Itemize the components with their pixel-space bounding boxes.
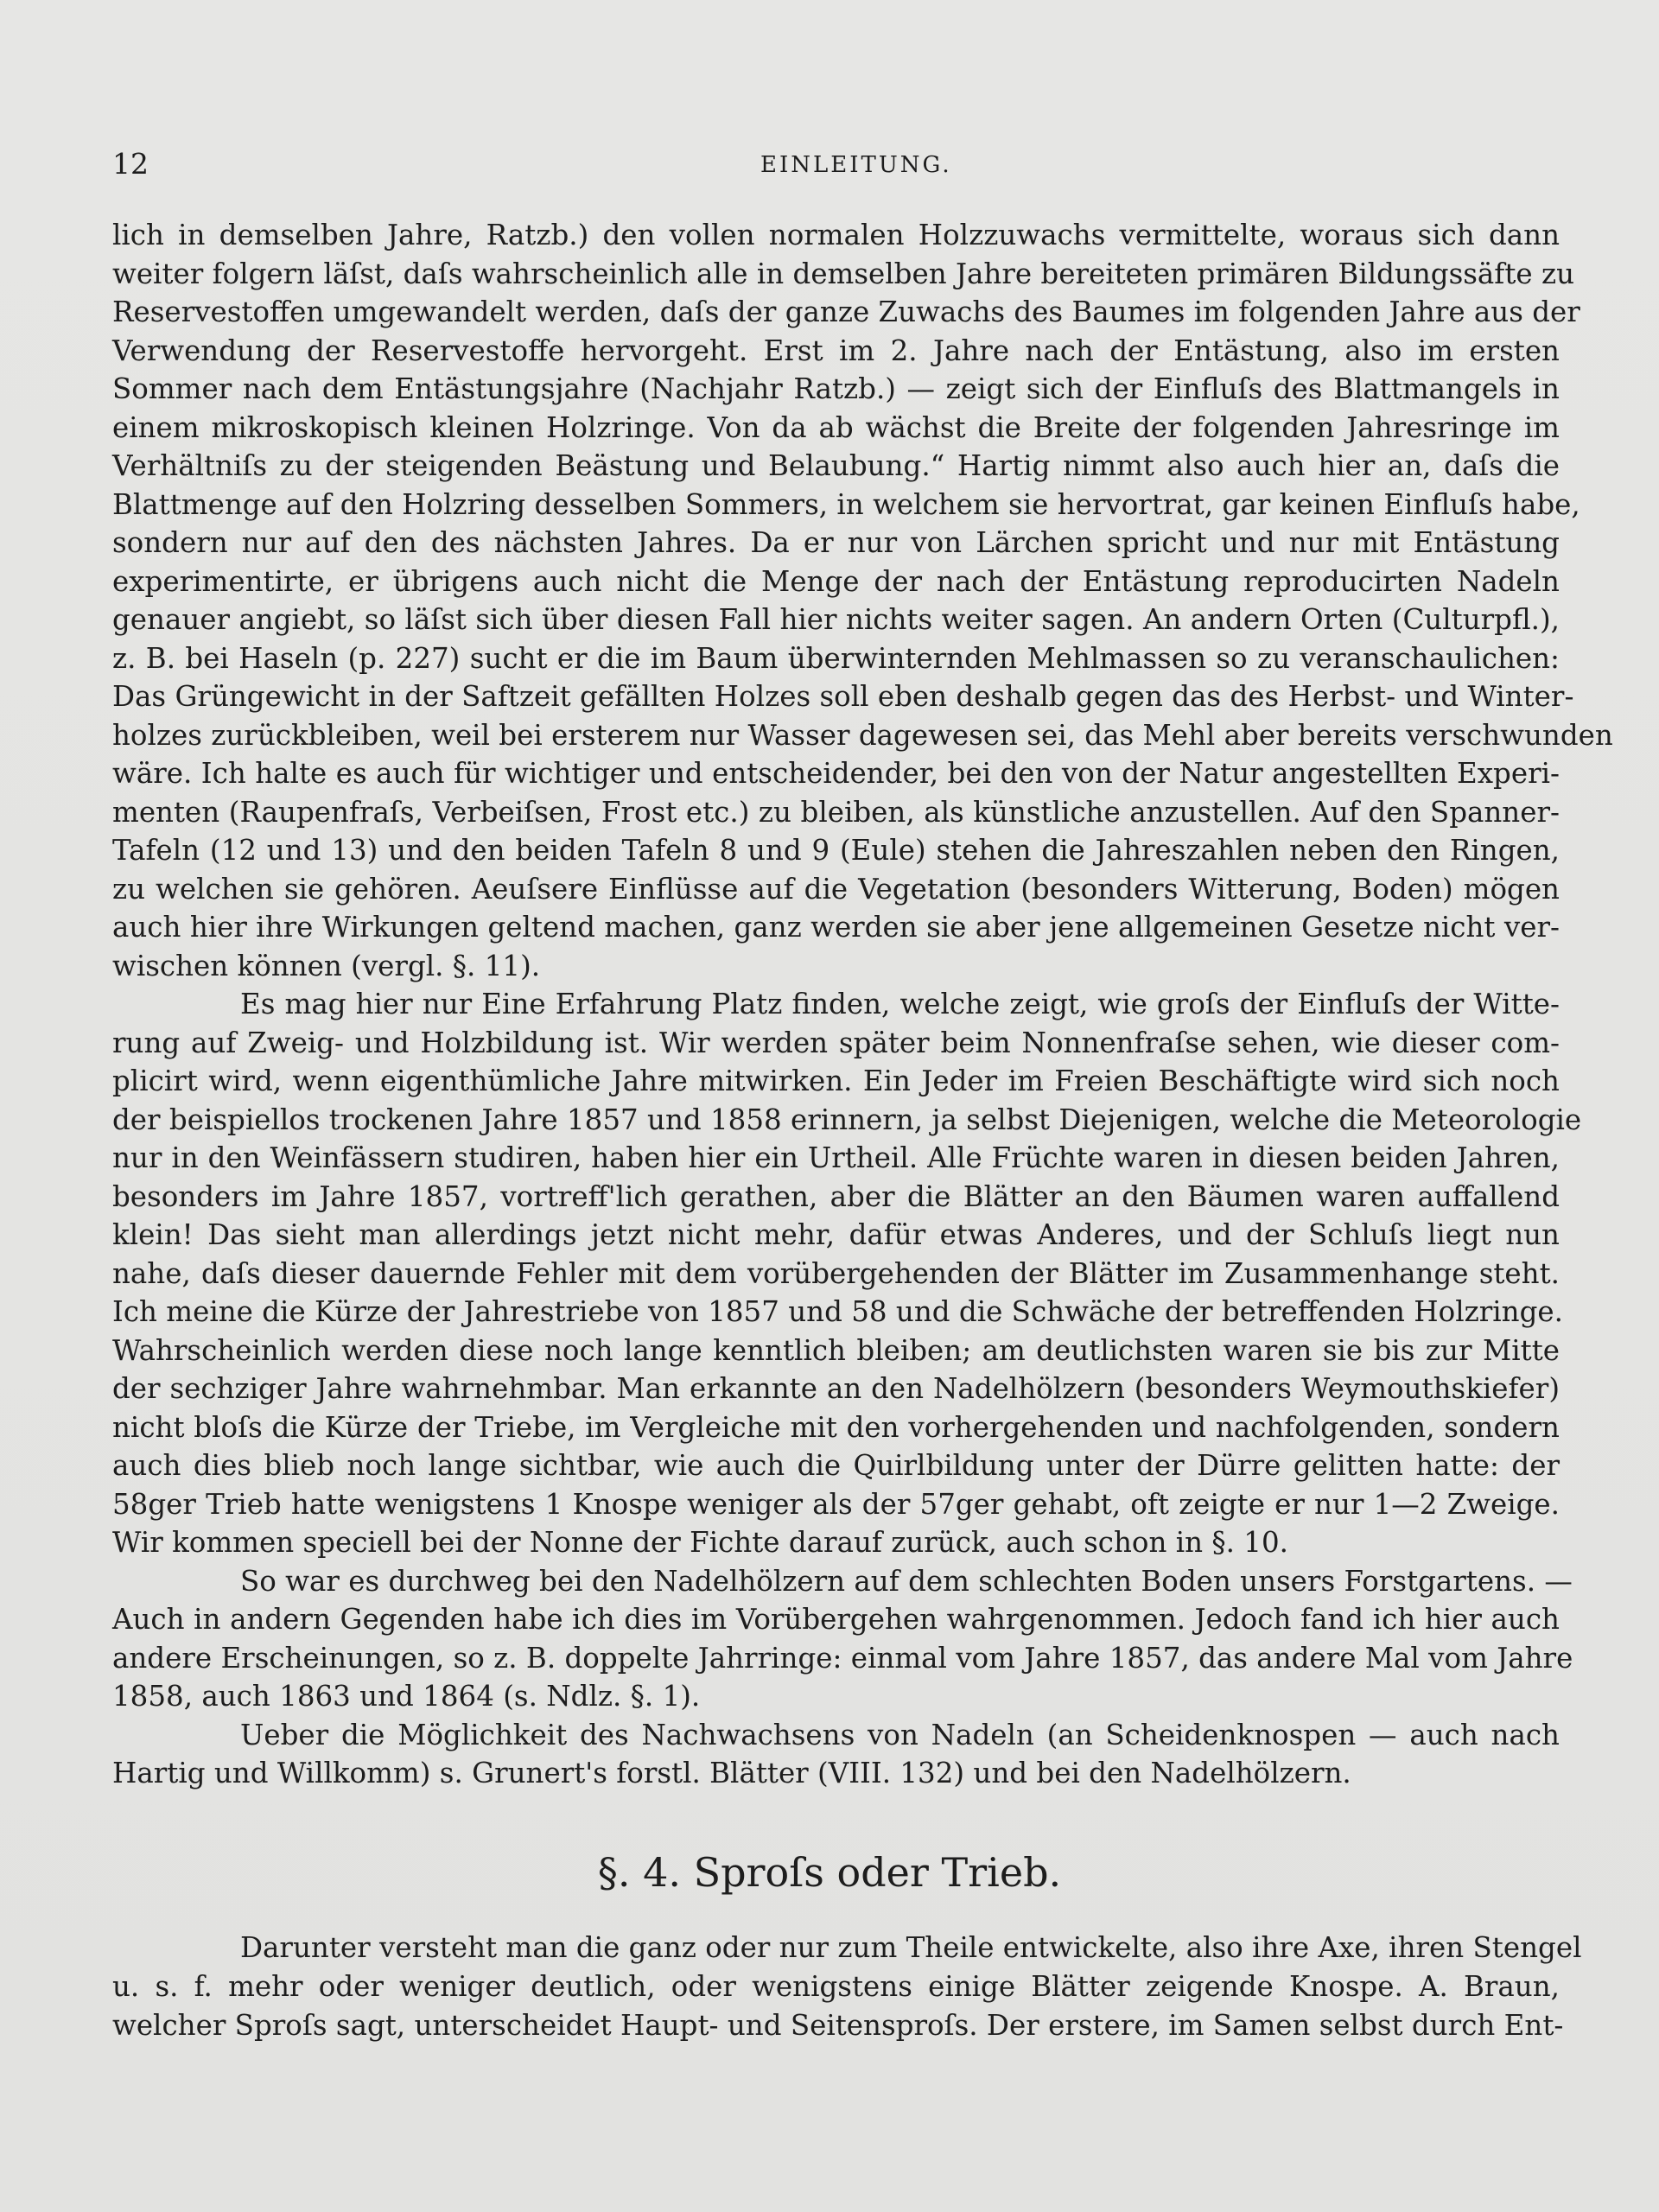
- paragraph-1: [112, 216, 1613, 985]
- text-line: Ich meine die Kürze der Jahrestriebe von 1857 und 58 und die Schwäche der betreffenden Holzringe.: [112, 1295, 1563, 1328]
- body-text: [112, 216, 1613, 1793]
- text-line: Wir kommen speciell bei der Nonne der Fichte darauf zurück, auch schon in §. 10.: [112, 1526, 1288, 1559]
- text-line: welcher Sproſs sagt, unterscheidet Haupt- und Seitensproſs. Der erstere, im Samen selbst durch Ent-: [112, 2009, 1564, 2042]
- text-line: 58ger Trieb hatte wenigstens 1 Knospe weniger als der 57ger gehabt, oft zeigte er nur 1—2 Zweige.: [112, 1487, 1560, 1521]
- text-line: z. B. bei Haseln (p. 227) sucht er die im Baum überwinternden Mehlmassen so zu veranschaulichen:: [112, 641, 1560, 675]
- paragraph-4: [112, 1716, 1560, 1793]
- text-line: besonders im Jahre 1857, vortreff'lich gerathen, aber die Blätter an den Bäumen waren auffallend: [112, 1179, 1560, 1213]
- text-line: Es mag hier nur Eine Erfahrung Platz finden, welche zeigt, wie groſs der Einfluſs der Witte-: [240, 988, 1560, 1020]
- text-line: Wahrscheinlich werden diese noch lange kenntlich bleiben; am deutlichsten waren sie bis zur Mitte: [112, 1333, 1560, 1367]
- text-line: genauer angiebt, so läſst sich über diesen Fall hier nichts weiter sagen. An andern Orten (Culturpfl.),: [112, 603, 1560, 636]
- text-line: menten (Raupenfraſs, Verbeiſsen, Frost etc.) zu bleiben, als künstliche anzustellen. Auf den Spanner-: [112, 795, 1560, 829]
- text-line: 1858, auch 1863 und 1864 (s. Ndlz. §. 1).: [112, 1680, 701, 1713]
- text-line: der beispiellos trockenen Jahre 1857 und 1858 erinnern, ja selbst Diejenigen, welche die Meteorologie: [112, 1103, 1582, 1136]
- section-heading: §. 4. Sproſs oder Trieb.: [597, 1849, 1062, 1896]
- text-line: weiter folgern läſst, daſs wahrscheinlich alle in demselben Jahre bereiteten primären Bildungssäfte zu: [112, 257, 1575, 290]
- text-line: Blattmenge auf den Holzring desselben Sommers, in welchem sie hervortrat, gar keinen Einfluſs habe,: [112, 487, 1580, 521]
- text-line: experimentirte, er übrigens auch nicht die Menge der nach der Entästung reproducirten Nadeln: [112, 564, 1560, 598]
- section-text: [112, 1929, 1582, 2045]
- text-line: auch hier ihre Wirkungen geltend machen, ganz werden sie aber jene allgemeinen Gesetze nicht ver-: [112, 911, 1560, 944]
- text-line: klein! Das sieht man allerdings jetzt nicht mehr, dafür etwas Anderes, und der Schluſs liegt nun: [112, 1218, 1560, 1251]
- text-line: wischen können (vergl. §. 11).: [112, 949, 541, 982]
- text-line: Reservestoffen umgewandelt werden, daſs der ganze Zuwachs des Baumes im folgenden Jahre aus der: [112, 296, 1580, 328]
- text-line: auch dies blieb noch lange sichtbar, wie auch die Quirlbildung unter der Dürre gelitten hatte: der: [112, 1449, 1560, 1482]
- text-line: Das Grüngewicht in der Saftzeit gefällten Holzes soll eben deshalb gegen das des Herbst- und Winter-: [112, 680, 1574, 713]
- text-line: So war es durchweg bei den Nadelhölzern auf dem schlechten Boden unsers Forstgartens. —: [240, 1564, 1573, 1598]
- text-line: sondern nur auf den des nächsten Jahres. Da er nur von Lärchen spricht und nur mit Entästung: [112, 526, 1560, 559]
- text-line: einem mikroskopisch kleinen Holzringe. Von da ab wächst die Breite der folgenden Jahresringe im: [112, 410, 1560, 444]
- text-line: nur in den Weinfässern studiren, haben hier ein Urtheil. Alle Früchte waren in diesen beiden Jahren,: [112, 1141, 1560, 1174]
- text-line: nahe, daſs dieser dauernde Fehler mit dem vorübergehenden der Blätter im Zusammenhange steht.: [112, 1256, 1560, 1290]
- text-line: andere Erscheinungen, so z. B. doppelte Jahrringe: einmal vom Jahre 1857, das andere Mal vom Jahre: [112, 1641, 1573, 1675]
- text-line: holzes zurückbleiben, weil bei ersterem nur Wasser dagewesen sei, das Mehl aber bereits verschwunden: [112, 718, 1613, 752]
- running-head: [112, 147, 1547, 190]
- text-line: zu welchen sie gehören. Aeuſsere Einflüsse auf die Vegetation (besonders Witterung, Boden) mögen: [112, 872, 1560, 906]
- text-line: Hartig und Willkomm) s. Grunert's forstl. Blätter (VIII. 132) und bei den Nadelhölzern.: [112, 1757, 1351, 1789]
- text-line: lich in demselben Jahre, Ratzb.) den vollen normalen Holzzuwachs vermittelte, woraus sich dann: [112, 219, 1560, 251]
- text-line: u. s. f. mehr oder weniger deutlich, oder wenigstens einige Blätter zeigende Knospe. A. Braun,: [112, 1970, 1560, 2003]
- text-line: Ueber die Möglichkeit des Nachwachsens von Nadeln (an Scheidenknospen — auch nach: [240, 1718, 1560, 1751]
- text-line: nicht bloſs die Kürze der Triebe, im Vergleiche mit den vorhergehenden und nachfolgenden, sondern: [112, 1410, 1560, 1444]
- text-line: Verwendung der Reservestoffe hervorgeht. Erst im 2. Jahre nach der Entästung, also im ersten: [112, 334, 1560, 367]
- running-title: EINLEITUNG.: [760, 152, 952, 178]
- paragraph-3: [112, 1562, 1573, 1716]
- page-number: 12: [112, 147, 149, 181]
- text-line: Verhältniſs zu der steigenden Beästung und Belaubung.“ Hartig nimmt also auch hier an, daſs die: [112, 449, 1560, 482]
- text-line: der sechziger Jahre wahrnehmbar. Man erkannte an den Nadelhölzern (besonders Weymouthskiefer): [112, 1372, 1560, 1405]
- text-line: wäre. Ich halte es auch für wichtiger und entscheidender, bei den von der Natur angestellten Experi-: [112, 757, 1560, 790]
- paragraph-2: [112, 985, 1582, 1562]
- text-line: rung auf Zweig- und Holzbildung ist. Wir werden später beim Nonnenfraſse sehen, wie dieser com-: [112, 1026, 1560, 1059]
- text-line: Sommer nach dem Entästungsjahre (Nachjahr Ratzb.) — zeigt sich der Einfluſs des Blattmangels in: [112, 372, 1560, 405]
- text-line: plicirt wird, wenn eigenthümliche Jahre mitwirken. Ein Jeder im Freien Beschäftigte wird sich noch: [112, 1065, 1560, 1097]
- text-line: Tafeln (12 und 13) und den beiden Tafeln 8 und 9 (Eule) stehen die Jahreszahlen neben den Ringen,: [112, 834, 1560, 867]
- section-paragraph: [112, 1929, 1582, 2045]
- text-line: Auch in andern Gegenden habe ich dies im Vorübergehen wahrgenommen. Jedoch fand ich hier auch: [112, 1603, 1560, 1636]
- text-line: Darunter versteht man die ganz oder nur zum Theile entwickelte, also ihre Axe, ihren Stengel: [240, 1931, 1582, 1964]
